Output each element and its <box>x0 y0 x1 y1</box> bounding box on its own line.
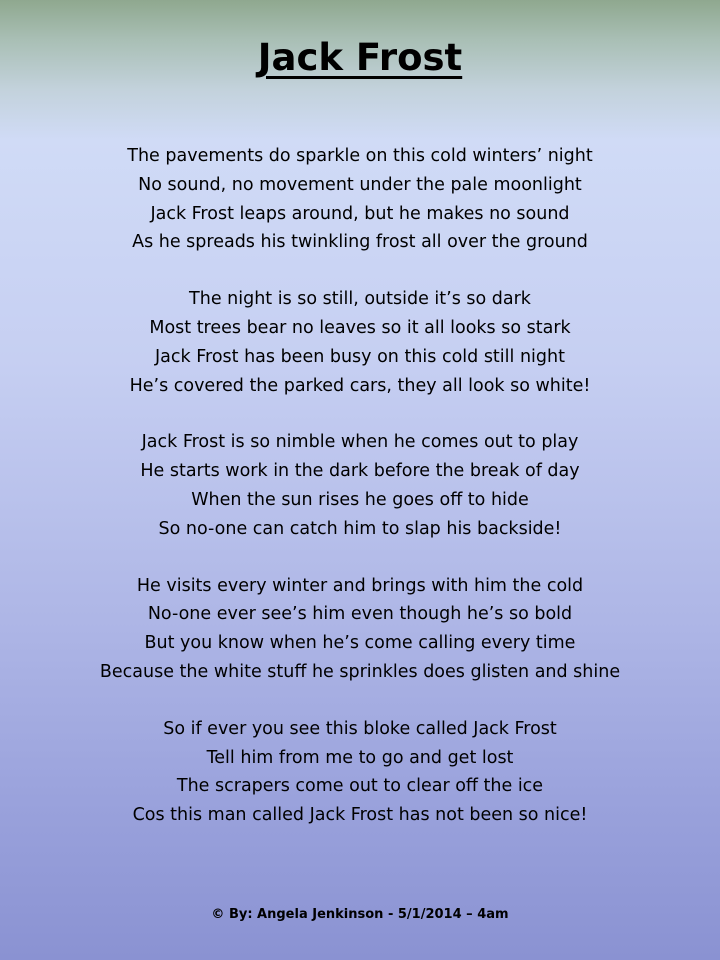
poem-line: Jack Frost has been busy on this cold still night <box>155 346 565 367</box>
poem-line: When the sun rises he goes off to hide <box>191 489 529 510</box>
author-credit: © By: Angela Jenkinson - 5/1/2014 – 4am <box>211 907 509 922</box>
stanza-3 <box>0 428 720 543</box>
poem-line: He visits every winter and brings with him the cold <box>136 575 584 596</box>
poem-line: Jack Frost is so nimble when he comes out to play <box>141 432 579 453</box>
stanza-4 <box>0 572 720 687</box>
poem-line: Because the white stuff he sprinkles does glisten and shine <box>99 661 621 682</box>
poem-line: He’s covered the parked cars, they all look so white! <box>129 375 591 396</box>
stanza-5 <box>0 715 720 830</box>
stanza-1 <box>0 142 720 257</box>
poem-line: Jack Frost leaps around, but he makes no sound <box>150 203 570 224</box>
stanza-2 <box>0 285 720 400</box>
poem-line: So if ever you see this bloke called Jack Frost <box>163 718 557 739</box>
poem-line: Tell him from me to go and get lost <box>206 747 514 768</box>
poem-line: As he spreads his twinkling frost all over the ground <box>132 232 588 253</box>
poem-line: No sound, no movement under the pale moonlight <box>138 174 582 195</box>
poem-line: He starts work in the dark before the break of day <box>140 461 580 482</box>
poem-line: But you know when he’s come calling every time <box>144 633 576 654</box>
poem-line: The night is so still, outside it’s so dark <box>189 289 531 310</box>
poem-line: So no-one can catch him to slap his backside! <box>158 518 562 539</box>
poem-title: Jack Frost <box>257 36 463 79</box>
poem-line: The scrapers come out to clear off the ice <box>176 776 544 797</box>
poem-line: The pavements do sparkle on this cold winters’ night <box>127 146 593 166</box>
poem-line: Most trees bear no leaves so it all looks so stark <box>149 317 571 338</box>
poem-line: Cos this man called Jack Frost has not been so nice! <box>132 805 588 826</box>
poem-body <box>0 142 720 858</box>
poem-line: No-one ever see’s him even though he’s so bold <box>147 604 573 625</box>
